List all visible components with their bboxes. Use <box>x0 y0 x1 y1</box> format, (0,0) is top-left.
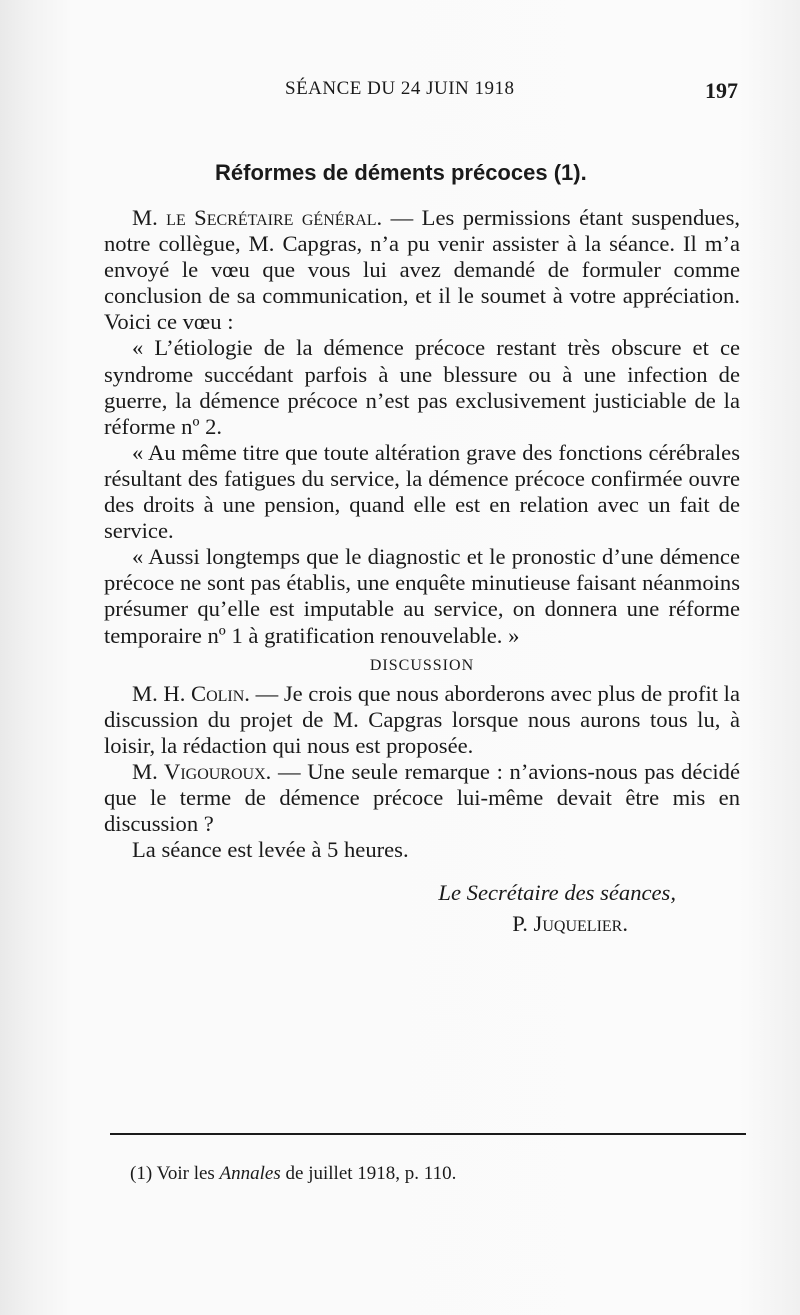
page-number: 197 <box>705 78 738 103</box>
paragraph: « Aussi longtemps que le diagnostic et le pronostic d’une démence précoce ne sont pas établis, une enquête minutieuse faisant néanmoins présumer qu’elle est imputable au service, on donnera une réforme temporaire nº 1 à gratification renouvelable. » <box>104 544 740 648</box>
running-title: SÉANCE DU 24 JUIN 1918 <box>285 78 515 99</box>
signature-name: P. Juquelier. <box>512 911 628 937</box>
footnote-text: Voir les <box>152 1163 220 1184</box>
paragraph: « L’étiologie de la démence précoce restant très obscure et ce syndrome succédant parfois à une blessure ou à une infection de guerre, la démence précoce n’est pas exclusivement justiciable de la réforme nº 2. <box>104 335 740 439</box>
paragraph: « Au même titre que toute altération grave des fonctions cérébrales résultant des fatigues du service, la démence précoce confirmée ouvre des droits à une pension, quand elle est en relation avec un fait de service. <box>104 439 740 544</box>
body-text <box>104 205 740 939</box>
speaker-name: M. le Secrétaire général. <box>132 205 383 230</box>
paragraph-text: — Je crois que nous aborderons avec plus de profit la discussion du projet de M. Capgras lorsque nous aurons tous lu, à loisir, la rédaction qui nous est proposée. <box>104 680 740 758</box>
signature-title: Le Secrétaire des séances, <box>438 880 676 906</box>
paragraph-text: — Les permissions étant suspendues, notre collègue, M. Capgras, n’a pu venir assister à la séance. Il m’a envoyé le vœu que vous lui avez demandé de formuler comme conclusion de sa communication, et il le soumet à votre appréciation. Voici ce vœu : <box>104 205 741 335</box>
speaker-name: M. Vigouroux. <box>132 758 272 784</box>
paragraph <box>104 759 740 837</box>
footnote-marker: (1) <box>130 1163 153 1184</box>
paragraph <box>104 681 740 759</box>
speaker-name: M. H. Colin. <box>132 680 250 706</box>
signature-block <box>104 877 740 939</box>
paragraph <box>104 205 740 335</box>
footnote-text: de juillet 1918, p. 110. <box>280 1163 457 1184</box>
running-header <box>100 78 740 112</box>
footnote <box>130 1163 456 1185</box>
footnote-journal: Annales <box>219 1163 281 1184</box>
paragraph: La séance est levée à 5 heures. <box>132 837 409 863</box>
section-title: Réformes de déments précoces (1). <box>215 160 587 185</box>
paragraph-text: — Une seule remarque : n’avions-nous pas décidé que le terme de démence précoce lui-même devait être mis en discussion ? <box>104 758 740 837</box>
discussion-heading: DISCUSSION <box>369 656 475 674</box>
footnote-divider <box>110 1133 746 1135</box>
